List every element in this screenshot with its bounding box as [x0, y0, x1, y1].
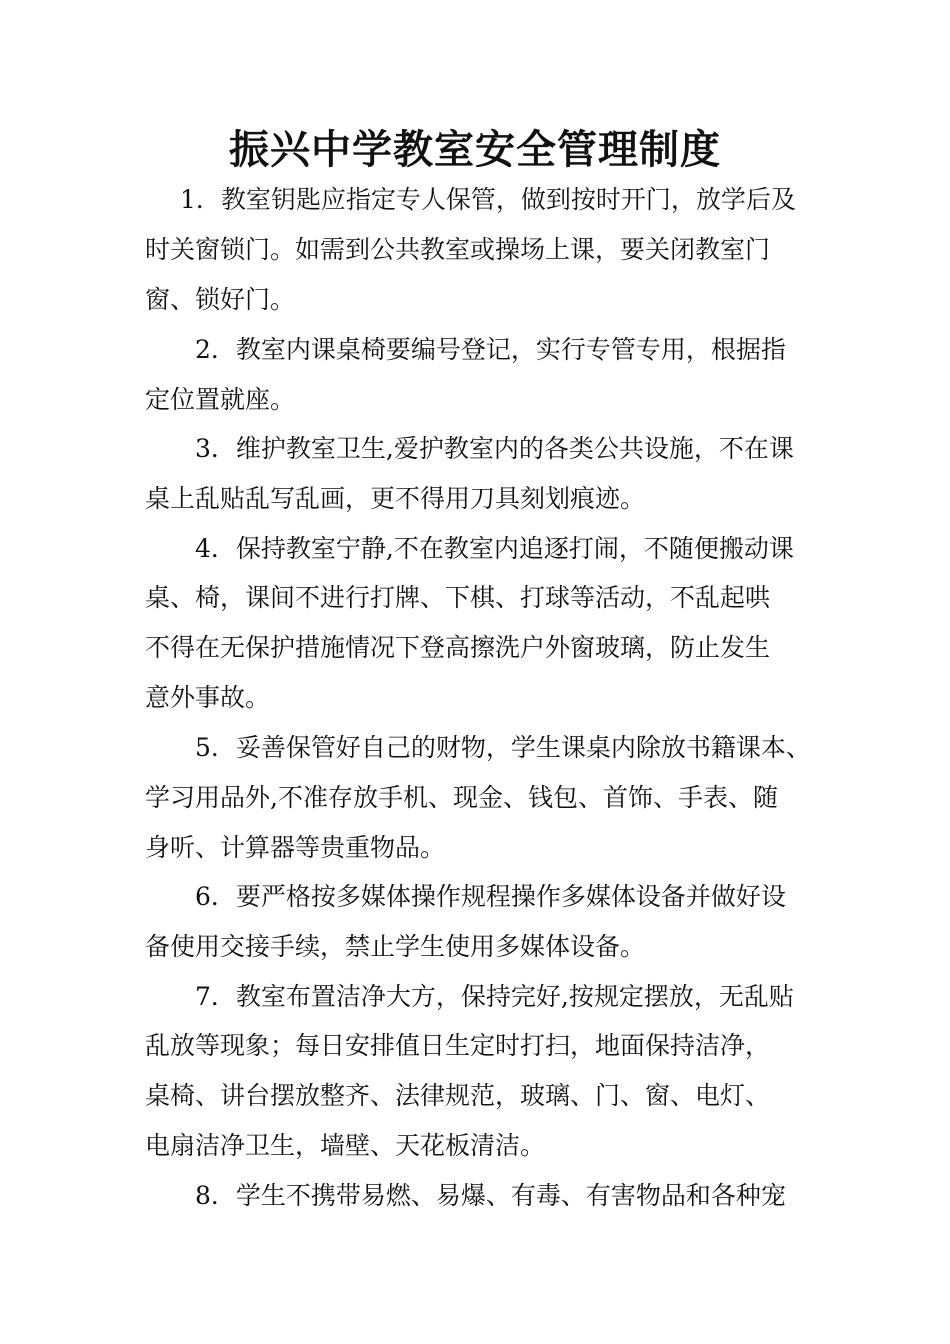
- text-line: 时关窗锁门。如需到公共教室或操场上课，要关闭教室门: [145, 235, 771, 264]
- text-line: 学习用品外,不准存放手机、现金、钱包、首饰、手表、随: [145, 783, 778, 812]
- text-line: 窗、锁好门。: [145, 285, 296, 314]
- text-line: 6．要严格按多媒体操作规程操作多媒体设备并做好设: [195, 882, 786, 911]
- text-line: 3．维护教室卫生,爱护教室内的各类公共设施，不在课: [195, 434, 794, 463]
- text-line: 定位置就座。: [145, 385, 296, 414]
- text-line: 4．保持教室宁静,不在教室内追逐打闹，不随便搬动课: [195, 534, 794, 563]
- text-line: 2．教室内课桌椅要编号登记，实行专管专用，根据指: [195, 335, 786, 364]
- text-line: 电扇洁净卫生，墙壁、天花板清洁。: [145, 1131, 546, 1160]
- text-line: 8．学生不携带易燃、易爆、有毒、有害物品和各种宠: [195, 1181, 786, 1210]
- text-line: 7．教室布置洁净大方，保持完好,按规定摆放，无乱贴: [195, 982, 794, 1011]
- text-line: 1．教室钥匙应指定专人保管，做到按时开门，放学后及: [180, 185, 796, 214]
- text-line: 意外事故。: [145, 683, 271, 712]
- text-line: 桌上乱贴乱写乱画，更不得用刀具刻划痕迹。: [145, 484, 646, 513]
- text-line: 5．妥善保管好自己的财物，学生课桌内除放书籍课本、: [195, 733, 811, 762]
- text-line: 桌、椅，课间不进行打牌、下棋、打球等活动，不乱起哄: [145, 583, 771, 612]
- text-line: 桌椅、讲台摆放整齐、法律规范，玻璃、门、窗、电灯、: [145, 1081, 771, 1110]
- text-line: 身听、计算器等贵重物品。: [145, 833, 446, 862]
- text-line: 乱放等现象；每日安排值日生定时打扫，地面保持洁净，: [145, 1031, 771, 1060]
- text-line: 备使用交接手续，禁止学生使用多媒体设备。: [145, 932, 646, 961]
- document-title: 振兴中学教室安全管理制度: [229, 126, 721, 173]
- text-line: 不得在无保护措施情况下登高擦洗户外窗玻璃，防止发生: [145, 633, 771, 662]
